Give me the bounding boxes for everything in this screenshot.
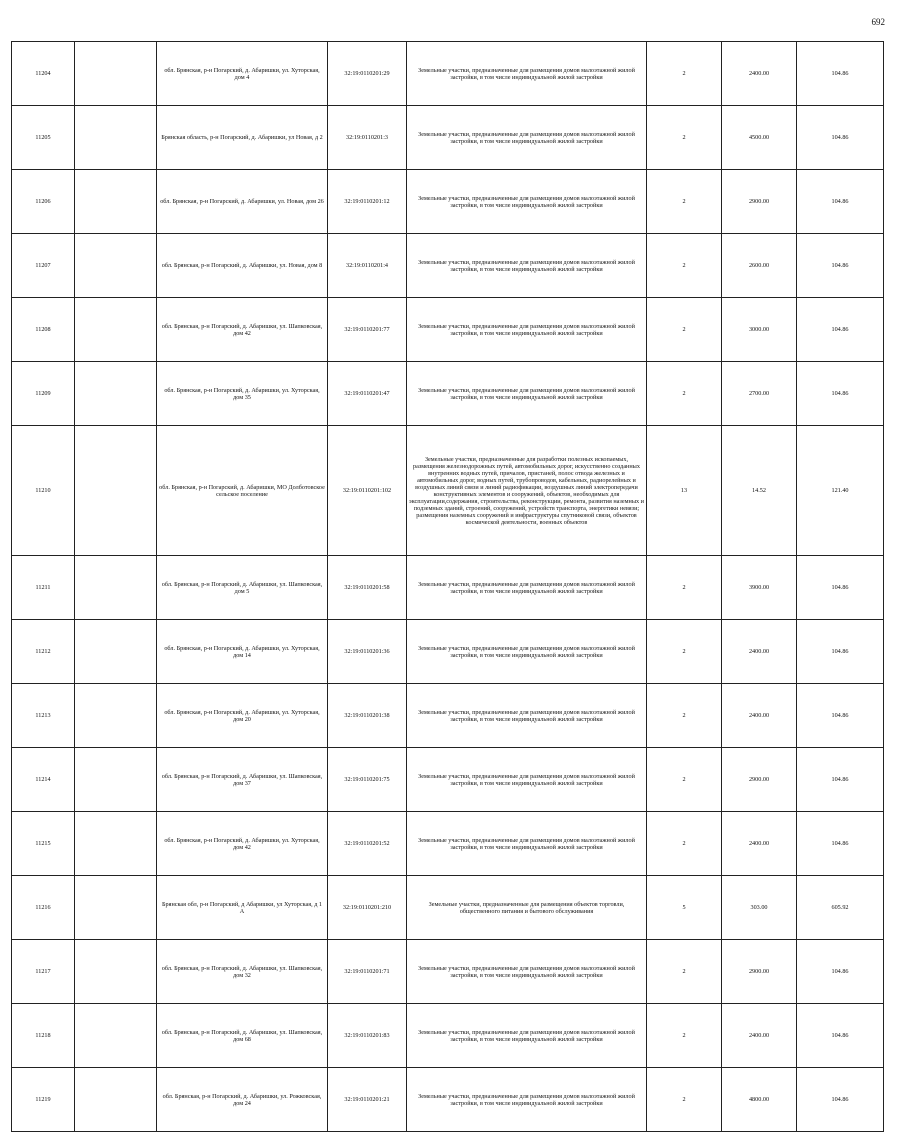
address-cell: обл. Брянская, р-н Погарский, д. Абаришки, ул. Хуторская, дом 20 (157, 684, 328, 748)
table-row (12, 1004, 884, 1068)
table-row (12, 106, 884, 170)
spacer-cell (75, 42, 157, 106)
cadastral-number-cell: 32:19:0110201:4 (328, 234, 407, 298)
cadastral-number-cell: 32:19:0110201:38 (328, 684, 407, 748)
area-cell: 2900.00 (722, 940, 797, 1004)
permitted-use-cell: Земельные участки, предназначенные для размещения домов малоэтажной жилой застройки, в том числе индивидуальной жилой застройки (407, 298, 647, 362)
table-row (12, 620, 884, 684)
address-cell: Брянская область, р-н Погарский, д. Абаришки, ул Новая, д 2 (157, 106, 328, 170)
table-row (12, 748, 884, 812)
spacer-cell (75, 426, 157, 556)
spacer-cell (75, 556, 157, 620)
cadastral-number-cell: 32:19:0110201:83 (328, 1004, 407, 1068)
permitted-use-cell: Земельные участки, предназначенные для размещения домов малоэтажной жилой застройки, в том числе индивидуальной жилой застройки (407, 684, 647, 748)
spacer-cell (75, 748, 157, 812)
permitted-use-cell: Земельные участки, предназначенные для размещения домов малоэтажной жилой застройки, в том числе индивидуальной жилой застройки (407, 1068, 647, 1132)
area-cell: 303.00 (722, 876, 797, 940)
cadastral-number-cell: 32:19:0110201:58 (328, 556, 407, 620)
permitted-use-cell: Земельные участки, предназначенные для размещения домов малоэтажной жилой застройки, в том числе индивидуальной жилой застройки (407, 170, 647, 234)
area-cell: 3900.00 (722, 556, 797, 620)
specific-value-cell: 104.86 (797, 234, 884, 298)
address-cell: обл. Брянская, р-н Погарский, д. Абаришки, ул. Рожковская, дом 24 (157, 1068, 328, 1132)
table-row (12, 234, 884, 298)
table-row (12, 298, 884, 362)
area-cell: 4800.00 (722, 1068, 797, 1132)
table-body (12, 42, 884, 1132)
specific-value-cell: 104.86 (797, 940, 884, 1004)
cadastral-number-cell: 32:19:0110201:3 (328, 106, 407, 170)
specific-value-cell: 104.86 (797, 812, 884, 876)
table-row (12, 1068, 884, 1132)
table-row (12, 426, 884, 556)
area-cell: 2700.00 (722, 362, 797, 426)
use-group-cell: 2 (647, 106, 722, 170)
row-number-cell: 11205 (12, 106, 75, 170)
page-number: 692 (871, 17, 885, 27)
spacer-cell (75, 940, 157, 1004)
cadastral-number-cell: 32:19:0110201:12 (328, 170, 407, 234)
use-group-cell: 2 (647, 684, 722, 748)
specific-value-cell: 104.86 (797, 748, 884, 812)
table-row (12, 940, 884, 1004)
use-group-cell: 2 (647, 298, 722, 362)
area-cell: 3000.00 (722, 298, 797, 362)
cadastral-number-cell: 32:19:0110201:52 (328, 812, 407, 876)
permitted-use-cell: Земельные участки, предназначенные для размещения домов малоэтажной жилой застройки, в том числе индивидуальной жилой застройки (407, 748, 647, 812)
use-group-cell: 2 (647, 620, 722, 684)
area-cell: 2400.00 (722, 42, 797, 106)
row-number-cell: 11204 (12, 42, 75, 106)
specific-value-cell: 104.86 (797, 1004, 884, 1068)
cadastral-number-cell: 32:19:0110201:77 (328, 298, 407, 362)
address-cell: обл. Брянская, р-н Погарский, д. Абаришки, ул. Шапковская, дом 68 (157, 1004, 328, 1068)
area-cell: 2900.00 (722, 748, 797, 812)
address-cell: обл. Брянская, р-н Погарский, д. Абаришки, ул. Новая, дом 8 (157, 234, 328, 298)
specific-value-cell: 104.86 (797, 362, 884, 426)
cadastral-number-cell: 32:19:0110201:71 (328, 940, 407, 1004)
address-cell: Брянская обл, р-н Погарский, д Абаришки, ул Хуторская, д 1 А (157, 876, 328, 940)
use-group-cell: 2 (647, 42, 722, 106)
cadastral-number-cell: 32:19:0110201:29 (328, 42, 407, 106)
spacer-cell (75, 170, 157, 234)
row-number-cell: 11214 (12, 748, 75, 812)
specific-value-cell: 104.86 (797, 556, 884, 620)
row-number-cell: 11215 (12, 812, 75, 876)
area-cell: 2400.00 (722, 684, 797, 748)
cadastral-number-cell: 32:19:0110201:36 (328, 620, 407, 684)
row-number-cell: 11208 (12, 298, 75, 362)
address-cell: обл. Брянская, р-н Погарский, д. Абаришки, ул. Шапковская, дом 37 (157, 748, 328, 812)
permitted-use-cell: Земельные участки, предназначенные для размещения домов малоэтажной жилой застройки, в том числе индивидуальной жилой застройки (407, 106, 647, 170)
use-group-cell: 13 (647, 426, 722, 556)
table-row (12, 812, 884, 876)
table-row (12, 42, 884, 106)
spacer-cell (75, 106, 157, 170)
address-cell: обл. Брянская, р-н Погарский, д. Абаришки, ул. Хуторская, дом 35 (157, 362, 328, 426)
table-row (12, 876, 884, 940)
specific-value-cell: 104.86 (797, 170, 884, 234)
address-cell: обл. Брянская, р-н Погарский, д. Абаришки, ул. Шапковская, дом 32 (157, 940, 328, 1004)
permitted-use-cell: Земельные участки, предназначенные для размещения домов малоэтажной жилой застройки, в том числе индивидуальной жилой застройки (407, 556, 647, 620)
use-group-cell: 5 (647, 876, 722, 940)
row-number-cell: 11216 (12, 876, 75, 940)
spacer-cell (75, 234, 157, 298)
table-row (12, 170, 884, 234)
cadastral-number-cell: 32:19:0110201:47 (328, 362, 407, 426)
specific-value-cell: 121.40 (797, 426, 884, 556)
specific-value-cell: 104.86 (797, 106, 884, 170)
area-cell: 2900.00 (722, 170, 797, 234)
address-cell: обл. Брянская, р-н Погарский, д. Абаришки, ул. Шапковская, дом 5 (157, 556, 328, 620)
spacer-cell (75, 876, 157, 940)
use-group-cell: 2 (647, 234, 722, 298)
permitted-use-cell: Земельные участки, предназначенные для размещения объектов торговли, общественного питания и бытового обслуживания (407, 876, 647, 940)
area-cell: 2400.00 (722, 1004, 797, 1068)
address-cell: обл. Брянская, р-н Погарский, д. Абаришки, МО Долботовское сельское поселение (157, 426, 328, 556)
area-cell: 2400.00 (722, 812, 797, 876)
spacer-cell (75, 1004, 157, 1068)
spacer-cell (75, 1068, 157, 1132)
permitted-use-cell: Земельные участки, предназначенные для размещения домов малоэтажной жилой застройки, в том числе индивидуальной жилой застройки (407, 42, 647, 106)
row-number-cell: 11207 (12, 234, 75, 298)
row-number-cell: 11217 (12, 940, 75, 1004)
address-cell: обл. Брянская, р-н Погарский, д. Абаришки, ул. Новая, дом 26 (157, 170, 328, 234)
address-cell: обл. Брянская, р-н Погарский, д. Абаришки, ул. Хуторская, дом 14 (157, 620, 328, 684)
use-group-cell: 2 (647, 362, 722, 426)
permitted-use-cell: Земельные участки, предназначенные для размещения домов малоэтажной жилой застройки, в том числе индивидуальной жилой застройки (407, 620, 647, 684)
spacer-cell (75, 812, 157, 876)
use-group-cell: 2 (647, 1068, 722, 1132)
spacer-cell (75, 684, 157, 748)
row-number-cell: 11210 (12, 426, 75, 556)
row-number-cell: 11209 (12, 362, 75, 426)
use-group-cell: 2 (647, 170, 722, 234)
specific-value-cell: 104.86 (797, 620, 884, 684)
permitted-use-cell: Земельные участки, предназначенные для размещения домов малоэтажной жилой застройки, в том числе индивидуальной жилой застройки (407, 1004, 647, 1068)
permitted-use-cell: Земельные участки, предназначенные для размещения домов малоэтажной жилой застройки, в том числе индивидуальной жилой застройки (407, 940, 647, 1004)
cadastral-number-cell: 32:19:0110201:21 (328, 1068, 407, 1132)
specific-value-cell: 104.86 (797, 42, 884, 106)
table-row (12, 684, 884, 748)
table-row (12, 556, 884, 620)
row-number-cell: 11219 (12, 1068, 75, 1132)
row-number-cell: 11206 (12, 170, 75, 234)
spacer-cell (75, 362, 157, 426)
address-cell: обл. Брянская, р-н Погарский, д. Абаришки, ул. Шапковская, дом 42 (157, 298, 328, 362)
area-cell: 2600.00 (722, 234, 797, 298)
cadastral-number-cell: 32:19:0110201:102 (328, 426, 407, 556)
cadastral-number-cell: 32:19:0110201:75 (328, 748, 407, 812)
specific-value-cell: 104.86 (797, 298, 884, 362)
use-group-cell: 2 (647, 1004, 722, 1068)
row-number-cell: 11211 (12, 556, 75, 620)
cadastral-number-cell: 32:19:0110201:210 (328, 876, 407, 940)
use-group-cell: 2 (647, 748, 722, 812)
cadastral-value-table (11, 41, 884, 1132)
table-row (12, 362, 884, 426)
area-cell: 2400.00 (722, 620, 797, 684)
row-number-cell: 11218 (12, 1004, 75, 1068)
permitted-use-cell: Земельные участки, предназначенные для размещения домов малоэтажной жилой застройки, в том числе индивидуальной жилой застройки (407, 234, 647, 298)
specific-value-cell: 605.92 (797, 876, 884, 940)
spacer-cell (75, 298, 157, 362)
area-cell: 4500.00 (722, 106, 797, 170)
permitted-use-cell: Земельные участки, предназначенные для размещения домов малоэтажной жилой застройки, в том числе индивидуальной жилой застройки (407, 812, 647, 876)
permitted-use-cell: Земельные участки, предназначенные для разработки полезных ископаемых, размещения железнодорожных путей, автомобильных дорог, искусственно созданных внутренних водных путей, причалов, пристаней, полос отвода железных и автомобильных дорог, водных путей, трубопроводов, кабельных, радиорелейных и воздушных линий связи и линий радиофикации, воздушных линий электропередачи конструктивных элементов и сооружений, объектов, необходимых для эксплуатации,содержания, строительства, реконструкции, ремонта, развития наземных и подземных зданий, строений, сооружений, устройств транспорта, энергетики невязи; размещения наземных сооружений и инфраструктуры спутниковой связи, объектов космической деятельности, военных объектов (407, 426, 647, 556)
use-group-cell: 2 (647, 940, 722, 1004)
address-cell: обл. Брянская, р-н Погарский, д. Абаришки, ул. Хуторская, дом 42 (157, 812, 328, 876)
use-group-cell: 2 (647, 812, 722, 876)
row-number-cell: 11212 (12, 620, 75, 684)
address-cell: обл. Брянская, р-н Погарский, д. Абаришки, ул. Хуторская, дом 4 (157, 42, 328, 106)
permitted-use-cell: Земельные участки, предназначенные для размещения домов малоэтажной жилой застройки, в том числе индивидуальной жилой застройки (407, 362, 647, 426)
use-group-cell: 2 (647, 556, 722, 620)
spacer-cell (75, 620, 157, 684)
row-number-cell: 11213 (12, 684, 75, 748)
specific-value-cell: 104.86 (797, 684, 884, 748)
specific-value-cell: 104.86 (797, 1068, 884, 1132)
area-cell: 14.52 (722, 426, 797, 556)
